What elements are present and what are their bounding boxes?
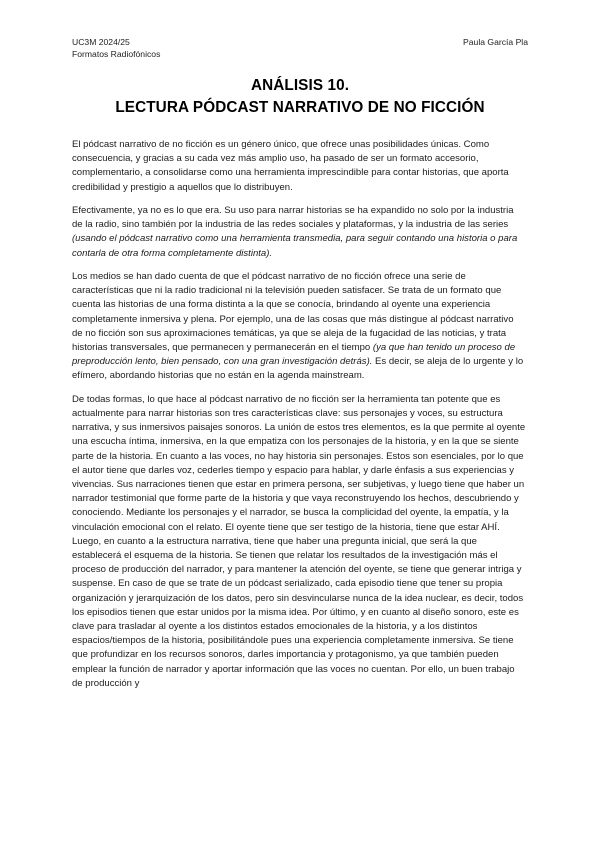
paragraph-3 [72,270,526,384]
header-left [72,36,160,60]
paragraph-3-text-end: Es decir, se aleja de lo urgente y lo efímero, abordando historias que no están en la agenda mainstream. [72,356,524,382]
page-title [60,75,540,119]
author-name: Paula García Pla [463,37,528,47]
paragraph-3-text: Los medios se han dado cuenta de que el pódcast narrativo de no ficción ofrece una serie de características que ni la radio tradicional ni la televisión pueden satisfacer. Se trata de un formato que cuenta las historias de una forma distinta a la que se conocía, brindando al oyente una experiencia completamente inmersiva y plena. Por ejemplo, una de las cosas que más distingue al pódcast narrativo de no ficción son sus aproximaciones temáticas, ya que se aleja de la fugacidad de las noticias, y trata historias transversales, que permanecen y permanecerán en el tiempo [72,271,514,354]
paragraph-4: De todas formas, lo que hace al pódcast narrativo de no ficción ser la herramienta tan potente que es actualmente para narrar historias son tres características clave: sus personajes y voces, su estructura narrativa, y sus inmersivos paisajes sonoros. La unión de estos tres elementos, es la que permite al oyente una escucha íntima, inmersiva, en la que empatiza con los personajes de la historia, y en la que se siente parte de la historia. En cuanto a las voces, no hay historia sin personajes. Estos son esenciales, por lo que el autor tiene que darles voz, cederles tiempo y espacio para hablar, y darle énfasis a sus experiencias y vivencias. Sus narraciones tienen que estar en primera persona, ser subjetivas, y luego tiene que haber un narrador testimonial que forme parte de la historia y que vaya reconstruyendo los hechos, descubriendo y conociendo. Mediante los personajes y el narrador, se busca la complicidad del oyente, la empatía, y la vinculación emocional con el relato. El oyente tiene que ser testigo de la historia, tiene que estar AHÍ. Luego, en cuanto a la estructura narrativa, tiene que haber una pregunta inicial, que será la que establecerá el esquema de la historia. Se tienen que relatar los resultados de la investigación más el proceso de producción del narrador, y para mantener la atención del oyente, se tiene que generar intriga y suspense. En caso de que se trate de un pódcast serializado, cada episodio tiene que tener su propia organización y jerarquización de los datos, pero sin desvincularse nunca de la idea nuclear, es decir, todos los episodios tienen que estar unidos por la misma idea. Por último, y en cuanto al diseño sonoro, este es clave para trasladar al oyente a los distintos estados emocionales de la historia, y a los distintos espacios/tiempos de la historia, posibilitándole pues una experiencia completamente inmersiva. Se tiene que profundizar en los recursos sonoros, darles importancia y protagonismo, ya que también pueden emplear la función de narrador y aportar información que las voces no cuentan. Por ello, un buen trabajo de producción y [72,393,526,689]
paragraph-1: El pódcast narrativo de no ficción es un género único, que ofrece unas posibilidades únicas. Como consecuencia, y gracias a su cada vez más amplio uso, ha pasado de ser un formato accesorio, complementario, a consolidarse como una herramienta imprescindible para contar historias, que aporta credibilidad y prestigio a aquellos que lo distribuyen. [72,139,509,193]
paragraph-2-italic: (usando el pódcast narrativo como una herramienta transmedia, para seguir contando una historia o para contarla de otra forma completamente distinta). [72,233,518,259]
body-text [72,138,526,700]
paragraph-2 [72,204,526,261]
title-line-2: LECTURA PÓDCAST NARRATIVO DE NO FICCIÓN [115,99,485,116]
course-label: UC3M 2024/25 [72,37,130,47]
title-line-1: ANÁLISIS 10. [250,77,350,94]
paragraph-2-text: Efectivamente, ya no es lo que era. Su uso para narrar historias se ha expandido no solo por la industria de la radio, sino también por la industria de las redes sociales y plataformas, y la industria de las series [72,205,514,231]
paragraph-3-italic: (ya que han tenido un proceso de preproducción lento, bien pensado, con una gran investigación detrás). [72,342,516,368]
subject-label: Formatos Radiofónicos [72,49,161,59]
